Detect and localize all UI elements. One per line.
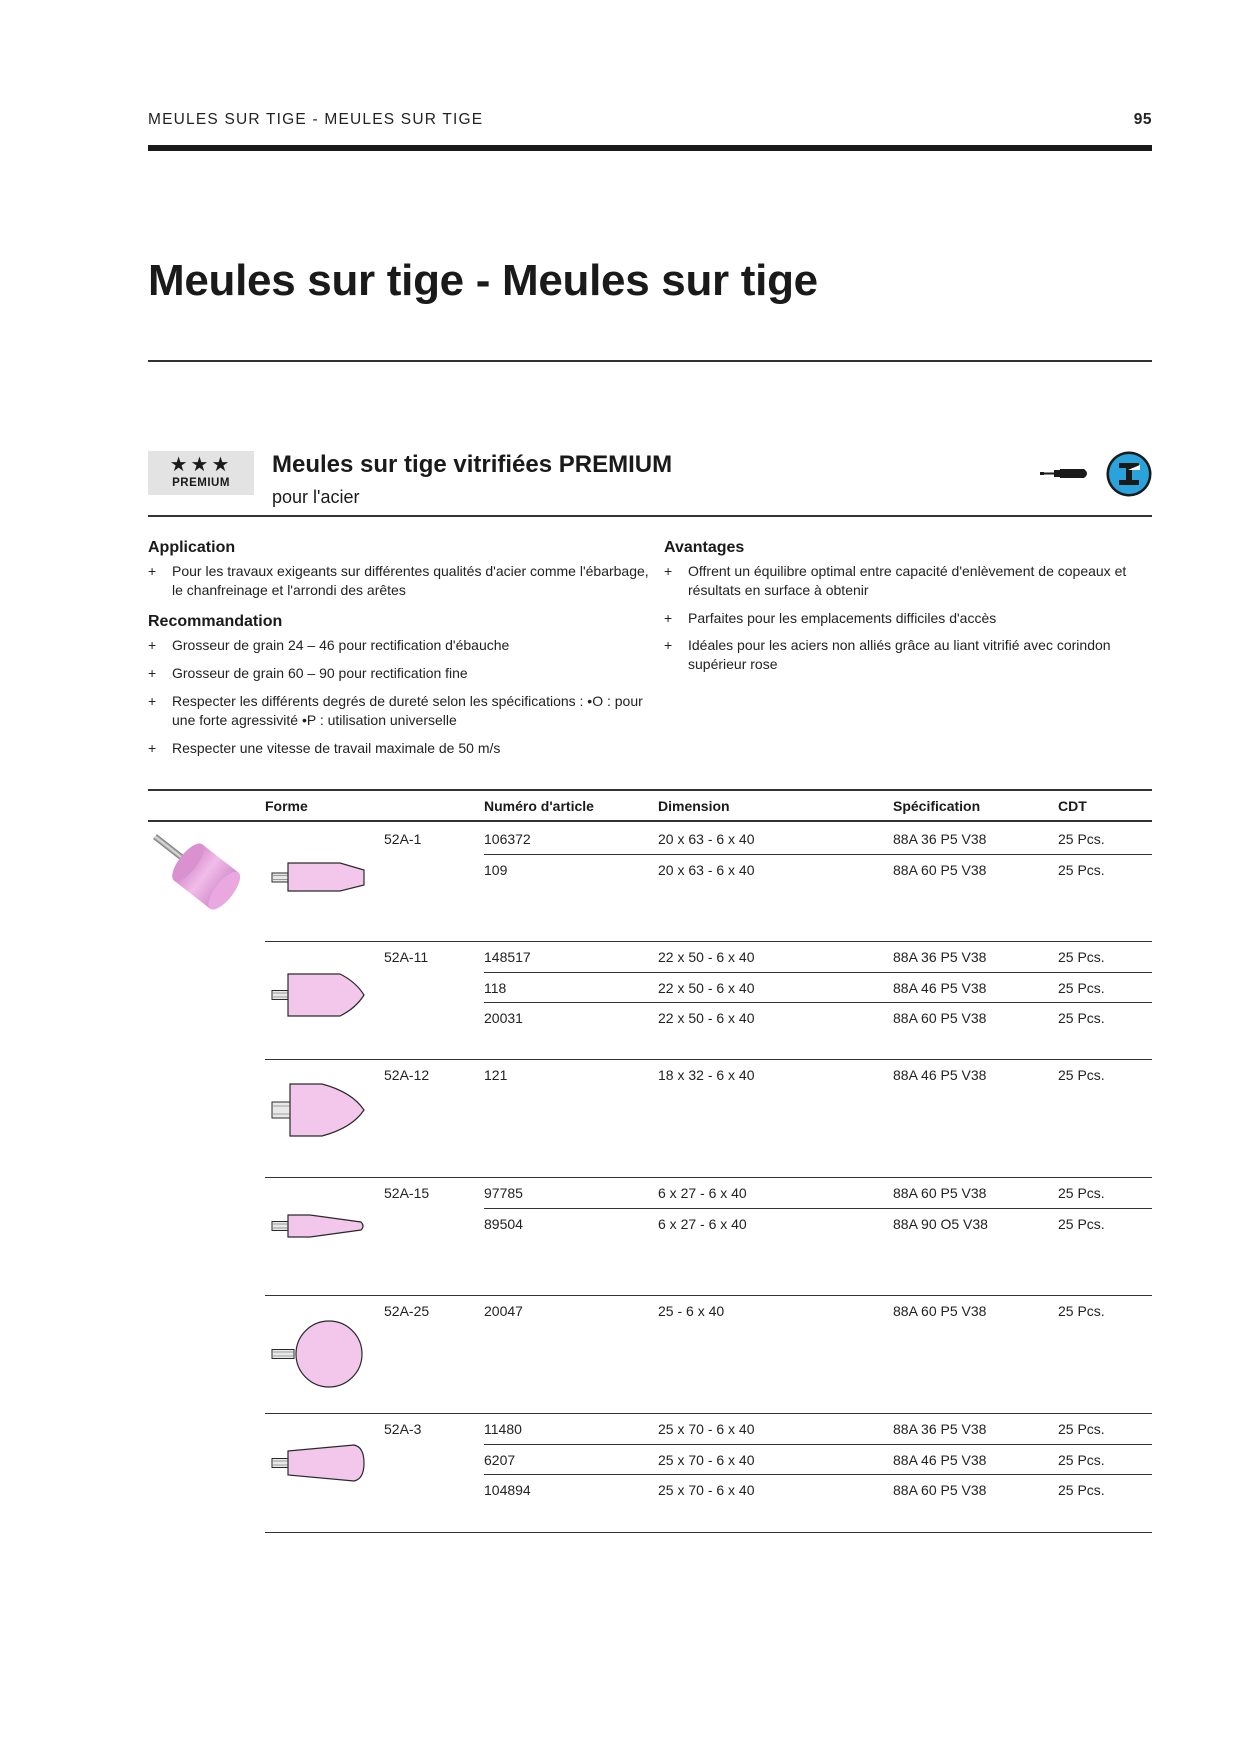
dimension: 25 - 6 x 40 [658, 1303, 725, 1319]
specification: 88A 60 P5 V38 [893, 1010, 987, 1026]
cdt: 25 Pcs. [1058, 1215, 1105, 1232]
article-number: 89504 [484, 1215, 523, 1232]
cdt: 25 Pcs. [1058, 831, 1105, 847]
col-header-article: Numéro d'article [484, 798, 594, 814]
product-rule [148, 515, 1152, 517]
specification: 88A 36 P5 V38 [893, 949, 987, 965]
running-header [148, 111, 1152, 131]
product-subtitle: pour l'acier [272, 487, 360, 507]
dimension: 18 x 32 - 6 x 40 [658, 1067, 755, 1083]
shape-drawing-52A-12 [270, 1082, 366, 1138]
dimension: 25 x 70 - 6 x 40 [658, 1482, 755, 1498]
running-title: MEULES SUR TIGE - MEULES SUR TIGE [148, 111, 484, 128]
shape-code: 52A-1 [384, 831, 422, 847]
product-title: Meules sur tige vitrifiées PREMIUM [272, 451, 673, 478]
specification: 88A 60 P5 V38 [893, 861, 987, 878]
cdt: 25 Pcs. [1058, 949, 1105, 965]
dimension: 22 x 50 - 6 x 40 [658, 979, 755, 996]
specification: 88A 90 O5 V38 [893, 1215, 988, 1232]
dimension: 20 x 63 - 6 x 40 [658, 861, 755, 878]
straight-grinder-icon [1040, 463, 1090, 483]
dimension: 6 x 27 - 6 x 40 [658, 1185, 747, 1201]
specification: 88A 46 P5 V38 [893, 1451, 987, 1468]
cdt: 25 Pcs. [1058, 861, 1105, 878]
shape-drawing-52A-15 [270, 1212, 366, 1240]
article-number: 121 [484, 1067, 508, 1083]
col-header-cdt: CDT [1058, 798, 1087, 814]
article-number: 118 [484, 979, 507, 996]
article-number: 97785 [484, 1185, 523, 1201]
premium-badge [148, 451, 254, 495]
shape-code: 52A-12 [384, 1067, 430, 1083]
row-divider [484, 972, 1152, 973]
group-divider [265, 1413, 1152, 1414]
shape-code: 52A-25 [384, 1303, 430, 1319]
group-divider [265, 1059, 1152, 1060]
table-top-rule [148, 789, 1152, 791]
dimension: 22 x 50 - 6 x 40 [658, 1010, 755, 1026]
row-divider [484, 1474, 1152, 1475]
dimension: 6 x 27 - 6 x 40 [658, 1215, 747, 1232]
col-header-specification: Spécification [893, 798, 981, 814]
shape-code: 52A-11 [384, 949, 429, 965]
specification: 88A 36 P5 V38 [893, 1421, 987, 1437]
group-divider [265, 1177, 1152, 1178]
cdt: 25 Pcs. [1058, 1010, 1105, 1026]
shape-drawing-52A-11 [270, 972, 366, 1018]
specification: 88A 60 P5 V38 [893, 1482, 987, 1498]
cdt: 25 Pcs. [1058, 979, 1105, 996]
shape-drawing-52A-25 [270, 1320, 366, 1388]
specification: 88A 60 P5 V38 [893, 1303, 987, 1319]
specification: 88A 46 P5 V38 [893, 979, 987, 996]
article-number: 104894 [484, 1482, 531, 1498]
col-header-forme: Forme [265, 798, 308, 814]
page-number: 95 [1133, 111, 1152, 128]
article-number: 20047 [484, 1303, 523, 1319]
article-number: 109 [484, 861, 508, 878]
cdt: 25 Pcs. [1058, 1067, 1105, 1083]
row-divider [484, 1208, 1152, 1209]
specification: 88A 36 P5 V38 [893, 831, 987, 847]
header-rule [148, 145, 1152, 151]
dimension: 25 x 70 - 6 x 40 [658, 1421, 755, 1437]
group-divider [265, 1532, 1152, 1533]
shape-drawing-52A-3 [270, 1443, 366, 1483]
cdt: 25 Pcs. [1058, 1482, 1105, 1498]
row-divider [484, 1444, 1152, 1445]
specification: 88A 60 P5 V38 [893, 1185, 987, 1201]
row-divider [484, 1002, 1152, 1003]
page-title: Meules sur tige - Meules sur tige [148, 256, 818, 305]
cdt: 25 Pcs. [1058, 1303, 1105, 1319]
col-header-dimension: Dimension [658, 798, 730, 814]
title-rule [148, 360, 1152, 362]
brand-logo-icon [1106, 451, 1152, 497]
shape-code: 52A-15 [384, 1185, 430, 1201]
article-number: 11480 [484, 1421, 522, 1437]
avantages-heading: Avantages [664, 539, 745, 556]
application-heading: Application [148, 539, 236, 556]
stars-icon: ★★★ [169, 452, 233, 476]
recommandation-heading: Recommandation [148, 613, 283, 630]
badge-label: PREMIUM [172, 477, 230, 489]
specification: 88A 46 P5 V38 [893, 1067, 987, 1083]
product-photo [148, 825, 253, 920]
article-number: 6207 [484, 1451, 516, 1468]
group-divider [265, 941, 1152, 942]
dimension: 25 x 70 - 6 x 40 [658, 1451, 755, 1468]
shape-code: 52A-3 [384, 1421, 422, 1437]
group-divider [265, 1295, 1152, 1296]
cdt: 25 Pcs. [1058, 1451, 1105, 1468]
article-number: 148517 [484, 949, 531, 965]
article-number: 20031 [484, 1010, 523, 1026]
row-divider [484, 854, 1152, 855]
article-number: 106372 [484, 831, 531, 847]
dimension: 20 x 63 - 6 x 40 [658, 831, 755, 847]
cdt: 25 Pcs. [1058, 1421, 1105, 1437]
table-header-rule [148, 820, 1152, 822]
cdt: 25 Pcs. [1058, 1185, 1105, 1201]
shape-drawing-52A-1 [270, 860, 366, 894]
dimension: 22 x 50 - 6 x 40 [658, 949, 755, 965]
